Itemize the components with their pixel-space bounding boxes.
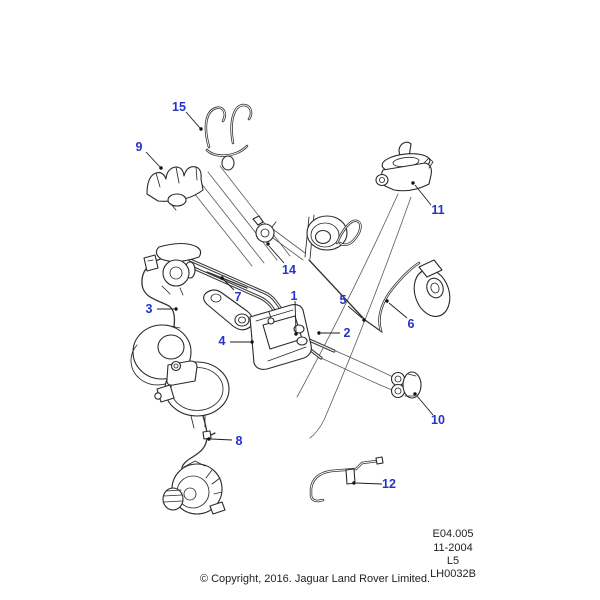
callout-14[interactable]: 14 <box>282 263 296 277</box>
callout-9[interactable]: 9 <box>135 140 143 154</box>
part-disc-centre <box>305 215 360 259</box>
callout-11[interactable]: 11 <box>431 203 445 217</box>
callout-12[interactable]: 12 <box>382 477 396 491</box>
callout-5[interactable]: 5 <box>339 293 347 307</box>
doc-sheet: L5 <box>446 555 460 567</box>
part-grommet-11 <box>376 142 433 191</box>
callout-15[interactable]: 15 <box>172 100 186 114</box>
callout-10[interactable]: 10 <box>431 413 445 427</box>
callout-7[interactable]: 7 <box>234 290 242 304</box>
callout-8[interactable]: 8 <box>235 434 243 448</box>
doc-reference-block <box>430 528 476 580</box>
doc-ref: LH0032B <box>430 568 476 580</box>
part-pipe-12 <box>311 457 383 501</box>
part-valve-4 <box>250 305 311 370</box>
callout-2[interactable]: 2 <box>343 326 351 340</box>
part-pump <box>163 461 225 514</box>
part-clip-14 <box>253 216 276 242</box>
callout-4[interactable]: 4 <box>218 334 226 348</box>
callout-6[interactable]: 6 <box>407 317 415 331</box>
callout-1[interactable]: 1 <box>290 289 298 303</box>
doc-code: E04.005 <box>432 528 474 540</box>
part-pipe-clip-15 <box>206 105 251 170</box>
part-bracket-7 <box>204 290 253 330</box>
callout-3[interactable]: 3 <box>145 302 153 316</box>
part-pipe-clip-9 <box>147 167 203 210</box>
part-disc-rear-right <box>408 260 455 321</box>
doc-date: 11-2004 <box>433 542 473 554</box>
part-abs-unit <box>144 244 201 296</box>
copyright-notice: © Copyright, 2016. Jaguar Land Rover Limited. <box>199 573 431 585</box>
